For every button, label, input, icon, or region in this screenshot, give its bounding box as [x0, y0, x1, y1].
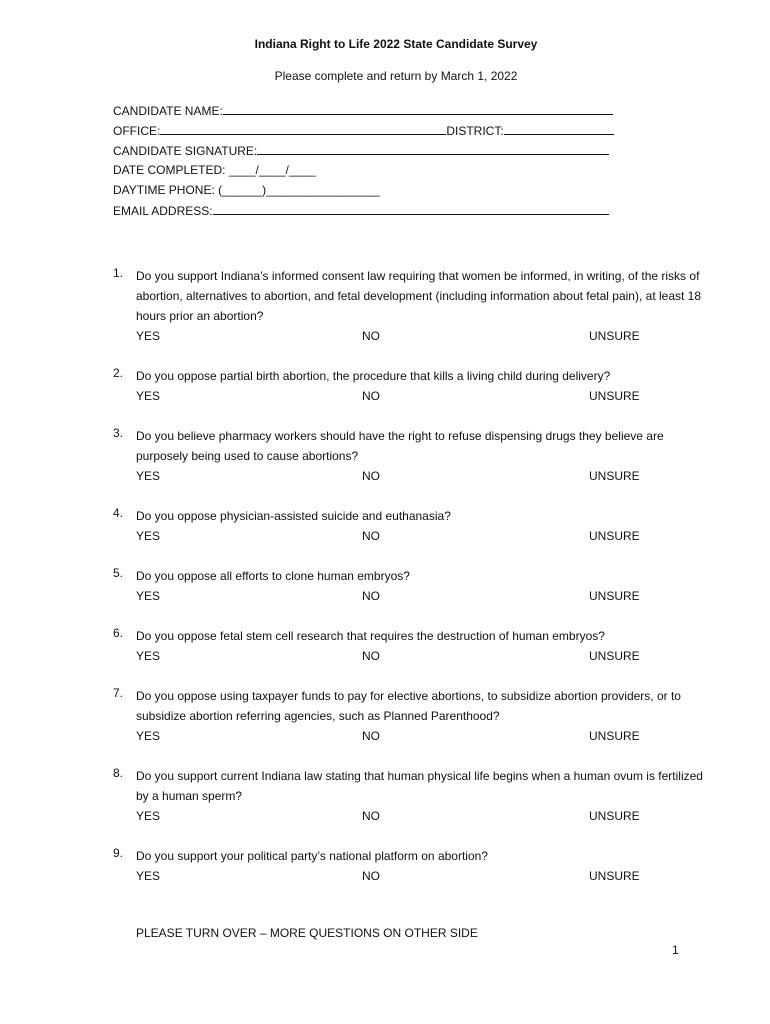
- answer-no[interactable]: NO: [362, 729, 380, 743]
- answer-unsure[interactable]: UNSURE: [589, 809, 640, 823]
- answer-options: [136, 526, 703, 546]
- question-item: [113, 686, 703, 746]
- answer-unsure[interactable]: UNSURE: [589, 589, 640, 603]
- answer-no[interactable]: NO: [362, 389, 380, 403]
- answer-no[interactable]: NO: [362, 589, 380, 603]
- date-completed-label: DATE COMPLETED:: [113, 163, 226, 177]
- question-text: Do you oppose all efforts to clone human embryos?: [136, 569, 410, 583]
- question-number: 6.: [113, 626, 124, 640]
- answer-yes[interactable]: YES: [136, 389, 161, 403]
- answer-no[interactable]: NO: [362, 809, 380, 823]
- answer-no[interactable]: NO: [362, 869, 380, 883]
- questions-list: [113, 266, 703, 906]
- answer-options: [136, 726, 703, 746]
- question-text: Do you believe pharmacy workers should have the right to refuse dispensing drugs they believe are purposely being used to cause abortions?: [136, 429, 664, 463]
- email-address-field[interactable]: [113, 202, 633, 222]
- answer-options: [136, 326, 703, 346]
- answer-no[interactable]: NO: [362, 329, 380, 343]
- answer-options: [136, 646, 703, 666]
- question-number: 1.: [113, 266, 124, 280]
- answer-yes[interactable]: YES: [136, 589, 161, 603]
- question-text: Do you oppose fetal stem cell research that requires the destruction of human embryos?: [136, 629, 605, 643]
- answer-options: [136, 806, 703, 826]
- question-text: Do you support current Indiana law stating that human physical life begins when a human ovum is fertilized by a human sperm?: [136, 769, 703, 803]
- candidate-signature-label: CANDIDATE SIGNATURE:: [113, 144, 258, 158]
- answer-options: [136, 466, 703, 486]
- candidate-info-fields: [113, 102, 633, 222]
- date-completed-field[interactable]: [113, 162, 633, 182]
- page-number: 1: [672, 943, 679, 957]
- question-number: 3.: [113, 426, 124, 440]
- question-number: 2.: [113, 366, 124, 380]
- answer-no[interactable]: NO: [362, 469, 380, 483]
- question-text: Do you oppose using taxpayer funds to pay for elective abortions, to subsidize abortion providers, or to subsidize abortion referring agencies, such as Planned Parenthood?: [136, 689, 681, 723]
- candidate-name-field[interactable]: [113, 102, 633, 122]
- answer-no[interactable]: NO: [362, 649, 380, 663]
- candidate-signature-field[interactable]: [113, 142, 633, 162]
- answer-unsure[interactable]: UNSURE: [589, 869, 640, 883]
- question-text: Do you support Indiana’s informed consent law requiring that women be informed, in writing, of the risks of abortion, alternatives to abortion, and fetal development (including information about fetal pain), at least 18 hours prior an abortion?: [136, 269, 702, 323]
- question-text: Do you support your political party’s national platform on abortion?: [136, 849, 488, 863]
- question-text: Do you oppose physician-assisted suicide and euthanasia?: [136, 509, 451, 523]
- question-item: [113, 766, 703, 826]
- email-address-label: EMAIL ADDRESS:: [113, 204, 213, 218]
- question-item: [113, 266, 703, 346]
- daytime-phone-field[interactable]: [113, 182, 633, 202]
- candidate-name-label: CANDIDATE NAME:: [113, 104, 223, 118]
- question-number: 5.: [113, 566, 124, 580]
- survey-subtitle: Please complete and return by March 1, 2022: [274, 69, 518, 83]
- answer-yes[interactable]: YES: [136, 809, 161, 823]
- answer-yes[interactable]: YES: [136, 469, 161, 483]
- candidate-name-line[interactable]: [223, 102, 613, 115]
- answer-yes[interactable]: YES: [136, 869, 161, 883]
- date-completed-blank[interactable]: ____/____/____: [228, 163, 316, 177]
- answer-options: [136, 586, 703, 606]
- answer-yes[interactable]: YES: [136, 529, 161, 543]
- question-number: 4.: [113, 506, 124, 520]
- answer-no[interactable]: NO: [362, 529, 380, 543]
- office-district-field[interactable]: [113, 122, 633, 142]
- question-number: 7.: [113, 686, 124, 700]
- district-label: DISTRICT:: [446, 124, 504, 138]
- survey-title: Indiana Right to Life 2022 State Candidate Survey: [254, 37, 538, 51]
- question-item: [113, 626, 703, 666]
- answer-options: [136, 866, 703, 886]
- question-number: 8.: [113, 766, 124, 780]
- answer-unsure[interactable]: UNSURE: [589, 329, 640, 343]
- question-number: 9.: [113, 846, 124, 860]
- office-label: OFFICE:: [113, 124, 161, 138]
- answer-yes[interactable]: YES: [136, 729, 161, 743]
- question-item: [113, 846, 703, 886]
- question-text: Do you oppose partial birth abortion, the procedure that kills a living child during delivery?: [136, 369, 611, 383]
- question-item: [113, 366, 703, 406]
- question-item: [113, 566, 703, 606]
- office-line[interactable]: [160, 122, 446, 135]
- question-item: [113, 426, 703, 486]
- email-address-line[interactable]: [213, 202, 609, 215]
- answer-yes[interactable]: YES: [136, 649, 161, 663]
- candidate-signature-line[interactable]: [257, 142, 609, 155]
- answer-unsure[interactable]: UNSURE: [589, 529, 640, 543]
- answer-options: [136, 386, 703, 406]
- answer-unsure[interactable]: UNSURE: [589, 389, 640, 403]
- answer-unsure[interactable]: UNSURE: [589, 469, 640, 483]
- question-item: [113, 506, 703, 546]
- daytime-phone-blank[interactable]: (______)_________________: [218, 183, 380, 197]
- district-line[interactable]: [504, 122, 614, 135]
- turn-over-note: PLEASE TURN OVER – MORE QUESTIONS ON OTHER SIDE: [136, 926, 478, 940]
- daytime-phone-label: DAYTIME PHONE:: [113, 183, 215, 197]
- answer-unsure[interactable]: UNSURE: [589, 729, 640, 743]
- answer-unsure[interactable]: UNSURE: [589, 649, 640, 663]
- answer-yes[interactable]: YES: [136, 329, 161, 343]
